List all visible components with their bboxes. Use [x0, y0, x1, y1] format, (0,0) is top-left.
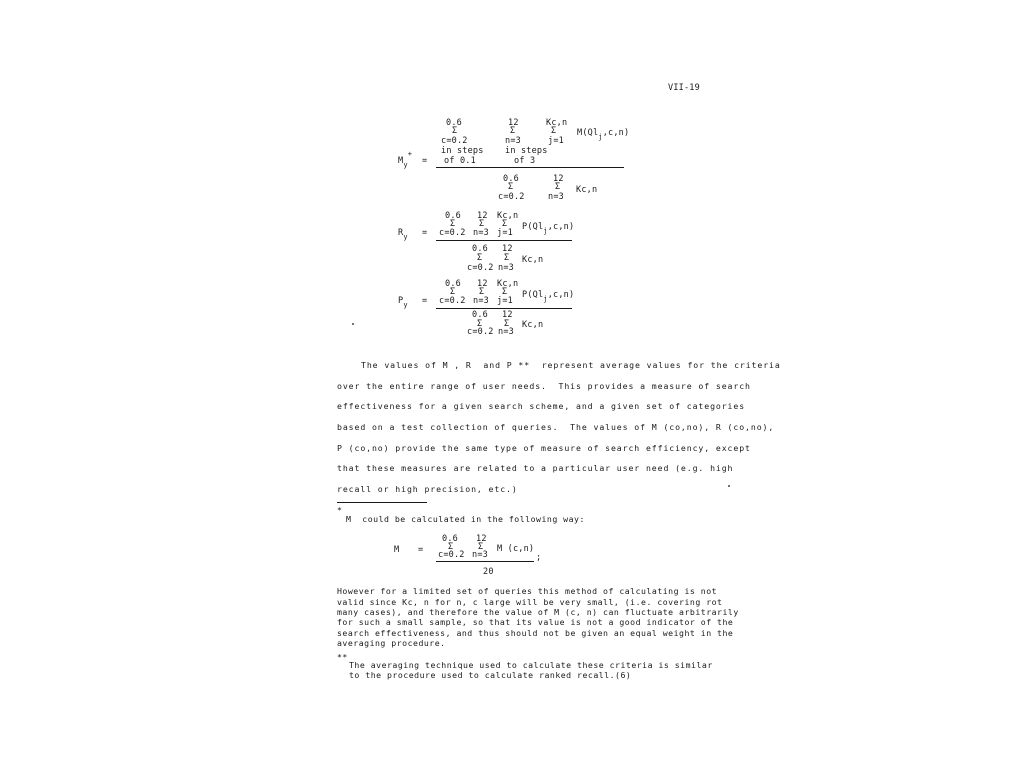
paragraph-line: P (co,no) provide the same type of measure of search efficiency, except — [337, 443, 751, 453]
eq-m-sum2-steps-line2: of 3 — [514, 156, 536, 166]
footnote-1-line: for such a small sample, so that its value is not a good indicator of the — [337, 617, 734, 627]
eq-r-sum1-sigma: Σ — [450, 219, 456, 229]
eq-p-sum3-sigma: Σ — [502, 287, 508, 297]
fn1-summand: M (c,n) — [497, 544, 535, 554]
eq-m-sum1-sigma: Σ — [452, 126, 458, 136]
eq-p-sum2-top: 12 — [477, 279, 488, 289]
eq-m-summand: $M(Ql_j,c,n)$ — [577, 128, 630, 141]
eq-m-den2-sigma: Σ — [555, 182, 561, 192]
eq-m-den1-top: 0.6 — [503, 174, 519, 184]
eq-r-sum2-sigma: Σ — [479, 219, 485, 229]
eq-p-sum1-top: 0.6 — [445, 279, 461, 289]
fn1-fraction-bar — [436, 561, 534, 562]
paragraph-line: effectiveness for a given search scheme, and a given set of categories — [337, 401, 746, 411]
eq-m-den1-sigma: Σ — [508, 182, 514, 192]
paragraph-line: based on a test collection of queries. The values of M (co,no), R (co,no), — [337, 422, 775, 432]
eq-m-sum3-bottom: j=1 — [548, 136, 564, 146]
fn1-sum1-bottom: c=0.2 — [438, 550, 465, 560]
eq-m-sum1-steps-line2: of 0.1 — [444, 156, 476, 166]
fn1-lhs: M — [394, 545, 400, 555]
eq-r-den2-sigma: Σ — [504, 253, 510, 263]
eq-m-den-term: Kc,n — [576, 185, 598, 195]
fn1-sum1-top: 0.6 — [442, 534, 458, 544]
footnote-1-line: search effectiveness, and thus should not be given an equal weight in the — [337, 628, 734, 638]
footnote-1-line: averaging procedure. — [337, 638, 446, 648]
paragraph-line: The values of M , R and P ** represent average values for the criteria — [361, 360, 781, 370]
fn1-sum1-sigma: Σ — [448, 542, 454, 552]
eq-r-sum1-top: 0.6 — [445, 211, 461, 221]
scan-speck — [728, 485, 730, 487]
eq-m-den1-bottom: c=0.2 — [498, 192, 525, 202]
footnote-1-line: However for a limited set of queries this method of calculating is not — [337, 586, 718, 596]
eq-m-sum3-sigma: Σ — [551, 126, 557, 136]
scan-speck — [352, 323, 354, 325]
eq-m-sum2-bottom: n=3 — [505, 136, 521, 146]
eq-r-den-term: Kc,n — [522, 255, 544, 265]
eq-p-equals: = — [422, 296, 428, 306]
eq-r-den1-sigma: Σ — [477, 253, 483, 263]
eq-m-sum1-steps-line1: in steps — [441, 146, 484, 156]
footnote-1-line: valid since Kc, n for n, c large will be very small, (i.e. covering rot — [337, 597, 723, 607]
eq-r-den1-top: 0.6 — [472, 244, 488, 254]
eq-p-den2-sigma: Σ — [504, 319, 510, 329]
eq-p-sum2-sigma: Σ — [479, 287, 485, 297]
eq-m-equals: = — [422, 156, 428, 166]
eq-r-sum2-bottom: n=3 — [473, 228, 489, 238]
eq-r-sum1-bottom: c=0.2 — [439, 228, 466, 238]
fn1-denominator: 20 — [483, 567, 494, 577]
eq-m-sum1-bottom: c=0.2 — [441, 136, 468, 146]
eq-m-sum2-sigma: Σ — [510, 126, 516, 136]
eq-m-den2-top: 12 — [553, 174, 564, 184]
eq-m-sum1-top: 0.6 — [446, 118, 462, 128]
eq-r-sum2-top: 12 — [477, 211, 488, 221]
eq-p-sum2-bottom: n=3 — [473, 296, 489, 306]
eq-r-equals: = — [422, 228, 428, 238]
fn1-sum2-sigma: Σ — [478, 542, 484, 552]
page-number: VII-19 — [668, 83, 700, 93]
fn1-semicolon: ; — [536, 553, 542, 563]
eq-r-den1-bottom: c=0.2 — [467, 263, 494, 273]
eq-p-lhs: $P_y$ — [398, 296, 408, 309]
eq-m-lhs: $M_y^+$ — [398, 150, 413, 169]
eq-r-fraction-bar — [436, 240, 572, 241]
footnote-1-line: many cases), and therefore the value of M (c, n) can fluctuate arbitrarily — [337, 607, 739, 617]
footnote-2-mark: ** — [337, 652, 348, 662]
paragraph-line: over the entire range of user needs. This provides a measure of search — [337, 381, 751, 391]
paragraph-line: that these measures are related to a particular user need (e.g. high — [337, 463, 734, 473]
footnote-1-mark: * — [337, 505, 343, 515]
eq-r-sum3-sigma: Σ — [502, 219, 508, 229]
eq-m-fraction-bar — [436, 167, 624, 168]
eq-p-sum1-sigma: Σ — [450, 287, 456, 297]
eq-p-den1-bottom: c=0.2 — [467, 327, 494, 337]
eq-p-sum3-bottom: j=1 — [497, 296, 513, 306]
eq-r-summand: $P(Ql_j,c,n)$ — [522, 222, 575, 235]
fn1-equals: = — [418, 545, 424, 555]
eq-p-den2-bottom: n=3 — [498, 327, 514, 337]
eq-r-den2-bottom: n=3 — [498, 263, 514, 273]
footnote-2-line: The averaging technique used to calculate these criteria is similar — [349, 660, 713, 670]
eq-m-sum2-steps-line1: in steps — [505, 146, 548, 156]
eq-p-den1-sigma: Σ — [477, 319, 483, 329]
eq-m-den2-bottom: n=3 — [548, 192, 564, 202]
eq-p-den2-top: 12 — [502, 310, 513, 320]
eq-r-lhs: $R_y$ — [398, 228, 408, 241]
eq-p-sum3-top: Kc,n — [497, 279, 519, 289]
eq-p-summand: $P(Ql_j,c,n)$ — [522, 290, 575, 303]
eq-r-sum3-top: Kc,n — [497, 211, 519, 221]
footnote-2-line: to the procedure used to calculate ranked recall.(6) — [349, 670, 632, 680]
eq-p-den-term: Kc,n — [522, 320, 544, 330]
eq-p-sum1-bottom: c=0.2 — [439, 296, 466, 306]
eq-r-den2-top: 12 — [502, 244, 513, 254]
eq-m-sum3-top: Kc,n — [546, 118, 568, 128]
eq-p-den1-top: 0.6 — [472, 310, 488, 320]
eq-p-fraction-bar — [436, 308, 572, 309]
footnote-1-intro: M could be calculated in the following way: — [346, 514, 585, 524]
paragraph-line: recall or high precision, etc.) — [337, 484, 518, 494]
eq-m-sum2-top: 12 — [508, 118, 519, 128]
fn1-sum2-bottom: n=3 — [472, 550, 488, 560]
fn1-sum2-top: 12 — [476, 534, 487, 544]
footnote-separator — [337, 502, 427, 503]
eq-r-sum3-bottom: j=1 — [497, 228, 513, 238]
